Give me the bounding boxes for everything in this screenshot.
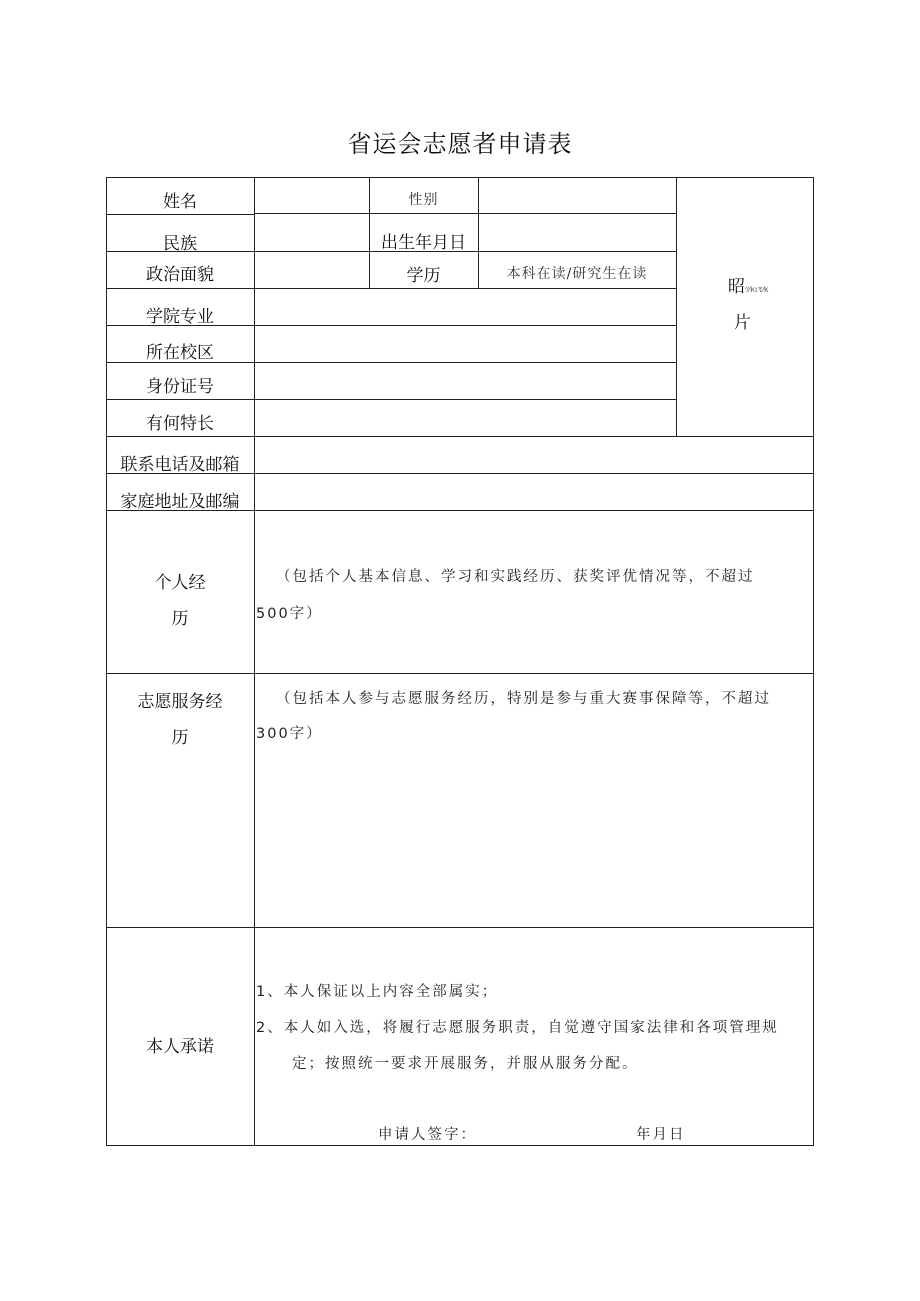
photo-label-line2: 片: [734, 313, 751, 333]
education-label: 学历: [406, 266, 441, 286]
pledge-item-2-line2: 定；按照统一要求开展服务，并服从服务分配。: [292, 1056, 639, 1072]
signature-date: 年月日: [636, 1127, 686, 1143]
signature-label: 申请人签字：: [378, 1127, 477, 1143]
pledge-label: 本人承诺: [146, 1037, 214, 1057]
application-form: [106, 177, 814, 1146]
address-postcode-label: 家庭地址及邮编: [120, 492, 240, 512]
political-status-label: 政治面貌: [146, 265, 214, 285]
row-divider-3: [106, 288, 676, 289]
row-divider-11: [106, 927, 814, 928]
row-divider-1: [254, 213, 676, 214]
experience-label-line2: 历: [171, 609, 189, 629]
id-number-label: 身份证号: [146, 377, 214, 397]
row-divider-1-label: [106, 214, 254, 215]
row-divider-6: [106, 399, 676, 400]
row-divider-7: [106, 436, 814, 437]
specialty-label: 有何特长: [146, 414, 214, 434]
pledge-item-1: 1、本人保证以上内容全部属实；: [256, 984, 499, 1000]
experience-label-line1: 个人经: [154, 573, 206, 593]
campus-label: 所在校区: [146, 343, 214, 363]
form-border-bottom: [106, 1145, 814, 1146]
row-divider-10: [106, 673, 814, 674]
education-value: 本科在读/研究生在读: [506, 266, 648, 282]
photo-label-line1: 昭ﾂ⁄κιτ⁄κ: [728, 277, 769, 297]
name-label: 姓名: [163, 192, 197, 212]
volunteer-label-line2: 历: [171, 728, 189, 748]
gender-label: 性别: [408, 192, 439, 208]
phone-email-label: 联系电话及邮箱: [120, 455, 240, 475]
experience-hint-line2: 500字）: [256, 606, 323, 622]
college-major-label: 学院专业: [146, 307, 214, 327]
volunteer-hint-line1: （包括本人参与志愿服务经历，特别是参与重大赛事保障等，不超过: [276, 691, 771, 707]
page-title: 省运会志愿者申请表: [347, 130, 573, 158]
experience-hint-line1: （包括个人基本信息、学习和实践经历、获奖评优情况等，不超过: [276, 569, 755, 585]
photo-area: [676, 177, 814, 436]
pledge-item-2-line1: 2、本人如入选，将履行志愿服务职责，自觉遵守国家法律和各项管理规: [256, 1020, 779, 1036]
ethnicity-label: 民族: [163, 234, 197, 254]
label-column-divider: [254, 177, 255, 1146]
volunteer-label-line1: 志愿服务经: [137, 692, 223, 712]
volunteer-hint-line2: 300字）: [256, 726, 323, 742]
birth-date-label: 出生年月日: [381, 233, 466, 253]
